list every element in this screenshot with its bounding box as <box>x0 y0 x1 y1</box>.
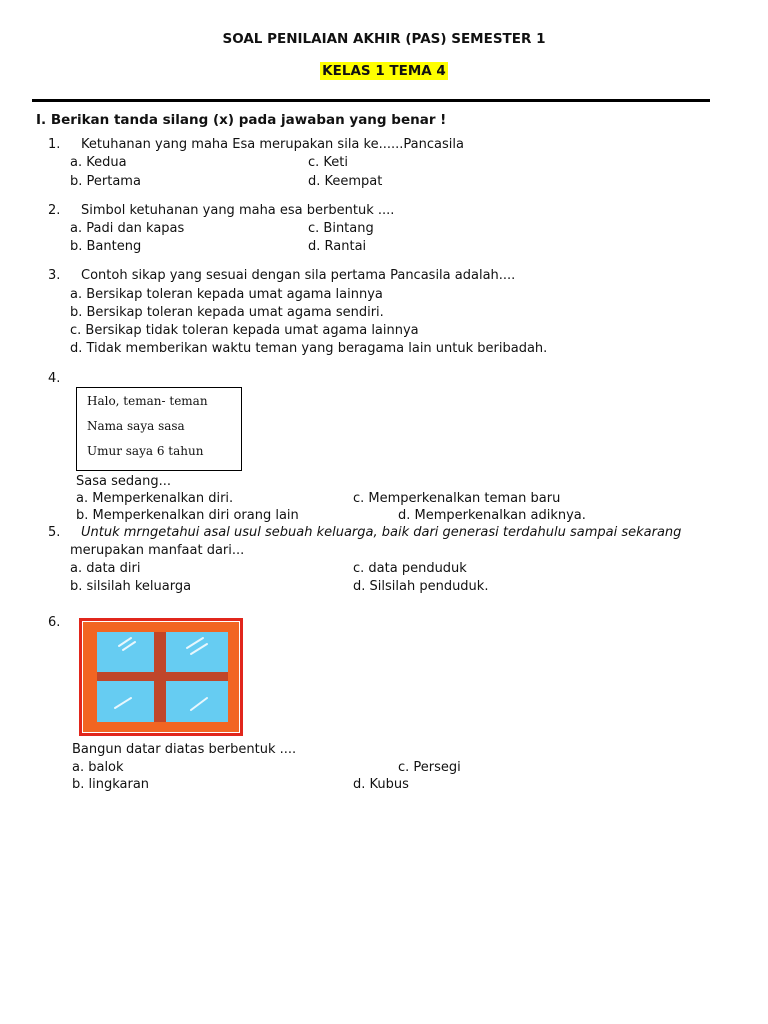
q3-option-b[interactable]: b. Bersikap toleran kepada umat agama sendiri. <box>70 305 384 320</box>
q4-number: 4. <box>48 371 61 386</box>
window-image <box>79 618 243 736</box>
q5-option-a[interactable]: a. data diri <box>70 561 141 576</box>
q5-number: 5. <box>48 525 61 540</box>
q6-option-a[interactable]: a. balok <box>72 760 124 775</box>
window-pane-bottom-right <box>166 681 228 722</box>
q1-option-d[interactable]: d. Keempat <box>308 174 383 189</box>
q5-option-c[interactable]: c. data penduduk <box>353 561 467 576</box>
q6-option-c[interactable]: c. Persegi <box>398 760 461 775</box>
page-subtitle <box>0 63 768 79</box>
q1-option-c[interactable]: c. Keti <box>308 155 348 170</box>
q5-option-d[interactable]: d. Silsilah penduduk. <box>353 579 489 594</box>
greeting-line-2: Nama saya sasa <box>87 419 185 433</box>
q2-option-c[interactable]: c. Bintang <box>308 221 374 236</box>
greeting-line-1: Halo, teman- teman <box>87 394 208 408</box>
q2-option-d[interactable]: d. Rantai <box>308 239 367 254</box>
section-heading: I. Berikan tanda silang (x) pada jawaban yang benar ! <box>36 112 447 128</box>
q6-number: 6. <box>48 615 61 630</box>
q1-text: Ketuhanan yang maha Esa merupakan sila ke......Pancasila <box>81 137 464 152</box>
page-title: SOAL PENILAIAN AKHIR (PAS) SEMESTER 1 <box>222 31 546 47</box>
q1-option-a[interactable]: a. Kedua <box>70 155 127 170</box>
q3-number: 3. <box>48 268 61 283</box>
q2-number: 2. <box>48 203 61 218</box>
q6-option-b[interactable]: b. lingkaran <box>72 777 150 792</box>
q1-number: 1. <box>48 137 61 152</box>
q4-option-d[interactable]: d. Memperkenalkan adiknya. <box>398 508 586 523</box>
q2-option-b[interactable]: b. Banteng <box>70 239 142 254</box>
window-horizontal-bar <box>97 672 228 681</box>
greeting-textbox <box>76 387 242 471</box>
q4-option-c[interactable]: c. Memperkenalkan teman baru <box>353 491 561 506</box>
greeting-line-3: Umur saya 6 tahun <box>87 444 204 458</box>
q5-text-continued: merupakan manfaat dari... <box>70 543 245 558</box>
q5-option-b[interactable]: b. silsilah keluarga <box>70 579 192 594</box>
window-pane-top-left <box>97 632 154 672</box>
q3-text: Contoh sikap yang sesuai dengan sila pertama Pancasila adalah.... <box>81 268 516 283</box>
q3-option-c[interactable]: c. Bersikap tidak toleran kepada umat agama lainnya <box>70 323 419 338</box>
q3-option-d[interactable]: d. Tidak memberikan waktu teman yang beragama lain untuk beribadah. <box>70 341 548 356</box>
q4-option-b[interactable]: b. Memperkenalkan diri orang lain <box>76 508 299 523</box>
q2-option-a[interactable]: a. Padi dan kapas <box>70 221 185 236</box>
q1-option-b[interactable]: b. Pertama <box>70 174 141 189</box>
q4-text: Sasa sedang... <box>76 474 171 489</box>
q3-option-a[interactable]: a. Bersikap toleran kepada umat agama lainnya <box>70 287 383 302</box>
subtitle-highlight: KELAS 1 TEMA 4 <box>322 63 446 79</box>
q6-option-d[interactable]: d. Kubus <box>353 777 409 792</box>
window-pane-top-right <box>166 632 228 672</box>
q4-option-a[interactable]: a. Memperkenalkan diri. <box>76 491 234 506</box>
q2-text: Simbol ketuhanan yang maha esa berbentuk .... <box>81 203 395 218</box>
q5-text: Untuk mrngetahui asal usul sebuah keluarga, baik dari generasi terdahulu sampai sekarang <box>81 525 682 540</box>
q6-text: Bangun datar diatas berbentuk .... <box>72 742 297 757</box>
header-divider <box>32 99 710 102</box>
